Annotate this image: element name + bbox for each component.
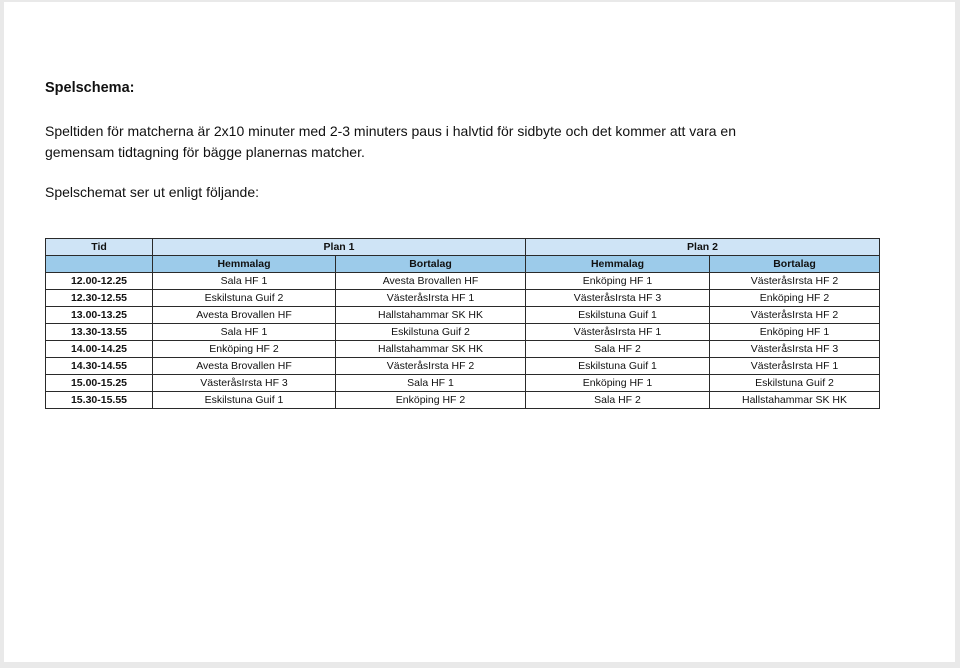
time-cell: 15.00-15.25 bbox=[46, 375, 153, 392]
time-cell: 15.30-15.55 bbox=[46, 392, 153, 409]
plan-2-away-header: Bortalag bbox=[710, 256, 880, 273]
plan-1-header: Plan 1 bbox=[153, 239, 526, 256]
plan-2-home-cell: Eskilstuna Guif 1 bbox=[526, 307, 710, 324]
time-subheader bbox=[46, 256, 153, 273]
intro-line-1: Speltiden för matcherna är 2x10 minuter med 2-3 minuters paus i halvtid för sidbyte och det kommer att vara en bbox=[45, 123, 737, 139]
plan-2-away-cell: VästeråsIrsta HF 2 bbox=[710, 307, 880, 324]
plan-2-home-cell: Enköping HF 1 bbox=[526, 375, 710, 392]
plan-2-home-cell: Sala HF 2 bbox=[526, 392, 710, 409]
schedule-body bbox=[46, 273, 880, 409]
plan-2-away-cell: VästeråsIrsta HF 1 bbox=[710, 358, 880, 375]
plan-1-away-cell: Avesta Brovallen HF bbox=[336, 273, 526, 290]
plan-2-home-header: Hemmalag bbox=[526, 256, 710, 273]
plan-2-home-cell: Eskilstuna Guif 1 bbox=[526, 358, 710, 375]
plan-2-home-cell: VästeråsIrsta HF 3 bbox=[526, 290, 710, 307]
plan-2-home-cell: Enköping HF 1 bbox=[526, 273, 710, 290]
table-row bbox=[46, 307, 880, 324]
page-heading: Spelschema: bbox=[45, 80, 135, 96]
plan-1-home-cell: VästeråsIrsta HF 3 bbox=[153, 375, 336, 392]
plan-1-away-cell: Hallstahammar SK HK bbox=[336, 307, 526, 324]
intro-line-2: gemensam tidtagning för bägge planernas matcher. bbox=[45, 144, 365, 160]
time-cell: 12.00-12.25 bbox=[46, 273, 153, 290]
time-cell: 13.30-13.55 bbox=[46, 324, 153, 341]
plan-1-home-cell: Eskilstuna Guif 1 bbox=[153, 392, 336, 409]
intro-paragraph bbox=[45, 121, 805, 163]
plan-1-home-cell: Eskilstuna Guif 2 bbox=[153, 290, 336, 307]
plan-2-away-cell: Hallstahammar SK HK bbox=[710, 392, 880, 409]
table-row bbox=[46, 358, 880, 375]
document-page bbox=[4, 2, 955, 662]
plan-2-away-cell: Enköping HF 2 bbox=[710, 290, 880, 307]
plan-2-home-cell: Sala HF 2 bbox=[526, 341, 710, 358]
header-row-teams bbox=[46, 256, 880, 273]
plan-1-away-cell: VästeråsIrsta HF 2 bbox=[336, 358, 526, 375]
schedule-intro: Spelschemat ser ut enligt följande: bbox=[45, 184, 260, 200]
time-cell: 12.30-12.55 bbox=[46, 290, 153, 307]
plan-2-away-cell: Eskilstuna Guif 2 bbox=[710, 375, 880, 392]
table-row bbox=[46, 392, 880, 409]
plan-1-away-cell: Hallstahammar SK HK bbox=[336, 341, 526, 358]
time-cell: 13.00-13.25 bbox=[46, 307, 153, 324]
plan-1-home-header: Hemmalag bbox=[153, 256, 336, 273]
plan-2-away-cell: VästeråsIrsta HF 2 bbox=[710, 273, 880, 290]
plan-1-away-cell: VästeråsIrsta HF 1 bbox=[336, 290, 526, 307]
plan-1-home-cell: Avesta Brovallen HF bbox=[153, 358, 336, 375]
table-row bbox=[46, 324, 880, 341]
table-row bbox=[46, 290, 880, 307]
plan-2-home-cell: VästeråsIrsta HF 1 bbox=[526, 324, 710, 341]
schedule-table bbox=[45, 238, 880, 409]
plan-2-away-cell: VästeråsIrsta HF 3 bbox=[710, 341, 880, 358]
plan-1-home-cell: Avesta Brovallen HF bbox=[153, 307, 336, 324]
time-header: Tid bbox=[46, 239, 153, 256]
plan-2-away-cell: Enköping HF 1 bbox=[710, 324, 880, 341]
plan-1-home-cell: Sala HF 1 bbox=[153, 324, 336, 341]
time-cell: 14.30-14.55 bbox=[46, 358, 153, 375]
plan-1-away-header: Bortalag bbox=[336, 256, 526, 273]
header-row-plans bbox=[46, 239, 880, 256]
table-row bbox=[46, 375, 880, 392]
time-cell: 14.00-14.25 bbox=[46, 341, 153, 358]
plan-1-away-cell: Enköping HF 2 bbox=[336, 392, 526, 409]
table-row bbox=[46, 341, 880, 358]
plan-1-home-cell: Enköping HF 2 bbox=[153, 341, 336, 358]
plan-1-away-cell: Eskilstuna Guif 2 bbox=[336, 324, 526, 341]
plan-1-home-cell: Sala HF 1 bbox=[153, 273, 336, 290]
plan-2-header: Plan 2 bbox=[526, 239, 880, 256]
table-row bbox=[46, 273, 880, 290]
plan-1-away-cell: Sala HF 1 bbox=[336, 375, 526, 392]
